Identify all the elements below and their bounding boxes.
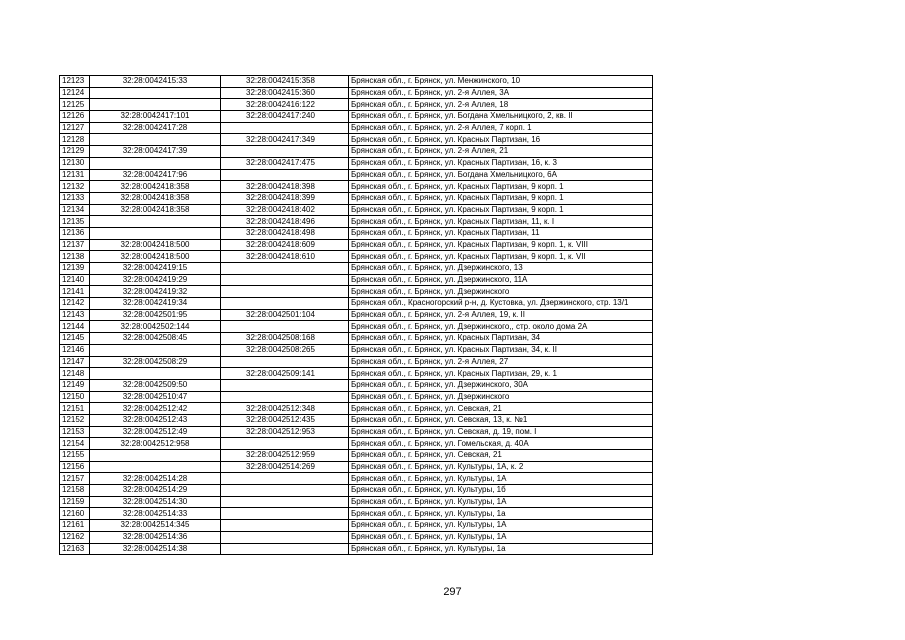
table-row [60,169,653,181]
record-number: 12158 [60,485,90,497]
record-number: 12162 [60,531,90,543]
table-row [60,76,653,88]
table-row [60,321,653,333]
cadastral-number-parcel: 32:28:0042419:29 [90,274,221,286]
record-number: 12132 [60,181,90,193]
address: Брянская обл., Красногорский р-н, д. Кустовка, ул. Дзержинского, стр. 13/1 [349,298,653,310]
record-number: 12139 [60,263,90,275]
cadastral-number-parcel: 32:28:0042419:15 [90,263,221,275]
table-row [60,485,653,497]
record-number: 12149 [60,379,90,391]
record-number: 12127 [60,122,90,134]
address: Брянская обл., г. Брянск, ул. 2-я Аллея, 7 корп. 1 [349,122,653,134]
address: Брянская обл., г. Брянск, ул. Красных Партизан, 9 корп. 1, к. VII [349,251,653,263]
address: Брянская обл., г. Брянск, ул. Красных Партизан, 9 корп. 1 [349,204,653,216]
table-row [60,263,653,275]
table-row [60,379,653,391]
record-number: 12140 [60,274,90,286]
cadastral-number-object: 32:28:0042418:498 [221,227,349,239]
table-row [60,414,653,426]
cadastral-number-object: 32:28:0042508:168 [221,333,349,345]
record-number: 12136 [60,227,90,239]
cadastral-number-parcel: 32:28:0042418:358 [90,204,221,216]
address: Брянская обл., г. Брянск, ул. Красных Партизан, 34 [349,333,653,345]
table-row [60,239,653,251]
table-row [60,520,653,532]
table-row [60,274,653,286]
record-number: 12159 [60,496,90,508]
cadastral-number-object: 32:28:0042415:358 [221,76,349,88]
record-number: 12146 [60,344,90,356]
cadastral-number-parcel: 32:28:0042510:47 [90,391,221,403]
table-row [60,157,653,169]
table-row [60,508,653,520]
table-row [60,298,653,310]
cadastral-number-parcel [90,87,221,99]
address: Брянская обл., г. Брянск, ул. Красных Партизан, 11, к. I [349,216,653,228]
record-number: 12131 [60,169,90,181]
record-number: 12142 [60,298,90,310]
cadastral-number-object: 32:28:0042416:122 [221,99,349,111]
address: Брянская обл., г. Брянск, ул. Красных Партизан, 34, к. II [349,344,653,356]
record-number: 12125 [60,99,90,111]
cadastral-number-parcel: 32:28:0042502:144 [90,321,221,333]
cadastral-number-object [221,379,349,391]
cadastral-number-object [221,438,349,450]
cadastral-number-parcel: 32:28:0042508:29 [90,356,221,368]
record-number: 12153 [60,426,90,438]
cadastral-number-object [221,508,349,520]
table-row [60,216,653,228]
record-number: 12126 [60,111,90,123]
cadastral-number-parcel [90,461,221,473]
cadastral-number-parcel [90,157,221,169]
record-number: 12155 [60,450,90,462]
cadastral-number-parcel: 32:28:0042419:34 [90,298,221,310]
record-number: 12148 [60,368,90,380]
record-number: 12135 [60,216,90,228]
cadastral-number-parcel: 32:28:0042418:358 [90,181,221,193]
cadastral-number-parcel: 32:28:0042514:36 [90,531,221,543]
cadastral-number-parcel: 32:28:0042512:958 [90,438,221,450]
cadastral-number-object: 32:28:0042418:398 [221,181,349,193]
cadastral-number-parcel: 32:28:0042417:39 [90,146,221,158]
cadastral-number-parcel: 32:28:0042512:49 [90,426,221,438]
address: Брянская обл., г. Брянск, ул. 2-я Аллея, 19, к. II [349,309,653,321]
address: Брянская обл., г. Брянск, ул. Дзержинского [349,391,653,403]
cadastral-number-parcel: 32:28:0042419:32 [90,286,221,298]
address: Брянская обл., г. Брянск, ул. Севская, 13, к. №1 [349,414,653,426]
cadastral-number-object: 32:28:0042512:953 [221,426,349,438]
cadastral-number-parcel [90,134,221,146]
cadastral-number-object: 32:28:0042418:402 [221,204,349,216]
address: Брянская обл., г. Брянск, ул. 2-я Аллея, 27 [349,356,653,368]
cadastral-number-parcel: 32:28:0042514:38 [90,543,221,555]
cadastral-number-object: 32:28:0042509:141 [221,368,349,380]
table-row [60,368,653,380]
cadastral-number-object [221,391,349,403]
cadastral-number-object [221,485,349,497]
record-number: 12147 [60,356,90,368]
cadastral-number-object [221,122,349,134]
cadastral-number-object: 32:28:0042418:399 [221,192,349,204]
cadastral-number-object [221,274,349,286]
cadastral-number-parcel: 32:28:0042514:28 [90,473,221,485]
cadastral-number-object: 32:28:0042418:610 [221,251,349,263]
table-row [60,333,653,345]
cadastral-number-object [221,496,349,508]
record-number: 12161 [60,520,90,532]
address: Брянская обл., г. Брянск, ул. Культуры, 1А [349,531,653,543]
table-row [60,309,653,321]
table-row [60,403,653,415]
record-number: 12144 [60,321,90,333]
cadastral-number-object [221,146,349,158]
record-number: 12152 [60,414,90,426]
page-number: 297 [443,586,462,598]
cadastral-number-parcel [90,227,221,239]
table-row [60,391,653,403]
address: Брянская обл., г. Брянск, ул. Менжинского, 10 [349,76,653,88]
record-number: 12133 [60,192,90,204]
table-row [60,344,653,356]
record-number: 12128 [60,134,90,146]
cadastral-number-object [221,286,349,298]
address: Брянская обл., г. Брянск, ул. Культуры, 1б [349,485,653,497]
record-number: 12150 [60,391,90,403]
address: Брянская обл., г. Брянск, ул. Гомельская, д. 40А [349,438,653,450]
address: Брянская обл., г. Брянск, ул. Дзержинского, 13 [349,263,653,275]
table-row [60,531,653,543]
cadastral-number-parcel: 32:28:0042417:96 [90,169,221,181]
record-number: 12134 [60,204,90,216]
address: Брянская обл., г. Брянск, ул. Культуры, 1А [349,473,653,485]
address: Брянская обл., г. Брянск, ул. Культуры, 1а [349,508,653,520]
cadastral-number-parcel: 32:28:0042501:95 [90,309,221,321]
record-number: 12130 [60,157,90,169]
cadastral-number-parcel: 32:28:0042514:33 [90,508,221,520]
record-number: 12154 [60,438,90,450]
cadastral-number-object [221,263,349,275]
address: Брянская обл., г. Брянск, ул. 2-я Аллея, 3А [349,87,653,99]
address: Брянская обл., г. Брянск, ул. Красных Партизан, 9 корп. 1 [349,181,653,193]
address: Брянская обл., г. Брянск, ул. Дзержинского, 11А [349,274,653,286]
cadastral-number-parcel [90,450,221,462]
cadastral-number-object [221,473,349,485]
address: Брянская обл., г. Брянск, ул. Культуры, 1А [349,496,653,508]
table-row [60,87,653,99]
table-row [60,122,653,134]
table-row [60,450,653,462]
address: Брянская обл., г. Брянск, ул. Дзержинского,, стр. около дома 2А [349,321,653,333]
address: Брянская обл., г. Брянск, ул. Богдана Хмельницкого, 6А [349,169,653,181]
table-row [60,181,653,193]
table-row [60,473,653,485]
cadastral-number-parcel [90,99,221,111]
table-row [60,204,653,216]
table-row [60,438,653,450]
cadastral-number-parcel: 32:28:0042508:45 [90,333,221,345]
address: Брянская обл., г. Брянск, ул. Севская, д. 19, пом. I [349,426,653,438]
record-number: 12123 [60,76,90,88]
table-row [60,356,653,368]
table-row [60,426,653,438]
address: Брянская обл., г. Брянск, ул. Культуры, 1А, к. 2 [349,461,653,473]
cadastral-number-object: 32:28:0042418:496 [221,216,349,228]
table-row [60,111,653,123]
table-row [60,496,653,508]
address: Брянская обл., г. Брянск, ул. Богдана Хмельницкого, 2, кв. II [349,111,653,123]
cadastral-number-object: 32:28:0042514:269 [221,461,349,473]
cadastral-number-object: 32:28:0042508:265 [221,344,349,356]
address: Брянская обл., г. Брянск, ул. Севская, 21 [349,450,653,462]
cadastral-number-parcel: 32:28:0042512:42 [90,403,221,415]
address: Брянская обл., г. Брянск, ул. Красных Партизан, 11 [349,227,653,239]
table-row [60,192,653,204]
cadastral-number-parcel: 32:28:0042417:101 [90,111,221,123]
cadastral-number-object: 32:28:0042417:240 [221,111,349,123]
address: Брянская обл., г. Брянск, ул. Красных Партизан, 9 корп. 1 [349,192,653,204]
address: Брянская обл., г. Брянск, ул. Дзержинского [349,286,653,298]
address: Брянская обл., г. Брянск, ул. Культуры, 1А [349,520,653,532]
cadastral-number-parcel: 32:28:0042417:28 [90,122,221,134]
cadastral-number-object: 32:28:0042501:104 [221,309,349,321]
cadastral-number-object [221,543,349,555]
table-row [60,146,653,158]
registry-table [59,75,653,555]
address: Брянская обл., г. Брянск, ул. Дзержинского, 30А [349,379,653,391]
cadastral-number-parcel: 32:28:0042418:500 [90,251,221,263]
record-number: 12124 [60,87,90,99]
table-row [60,227,653,239]
table-row [60,543,653,555]
address: Брянская обл., г. Брянск, ул. Красных Партизан, 9 корп. 1, к. VIII [349,239,653,251]
table-row [60,99,653,111]
cadastral-number-parcel: 32:28:0042514:30 [90,496,221,508]
address: Брянская обл., г. Брянск, ул. Красных Партизан, 29, к. 1 [349,368,653,380]
cadastral-number-parcel: 32:28:0042512:43 [90,414,221,426]
cadastral-number-object [221,298,349,310]
cadastral-number-object: 32:28:0042512:435 [221,414,349,426]
cadastral-number-object [221,356,349,368]
cadastral-number-parcel: 32:28:0042418:358 [90,192,221,204]
cadastral-number-parcel: 32:28:0042415:33 [90,76,221,88]
cadastral-number-object: 32:28:0042512:959 [221,450,349,462]
cadastral-number-object: 32:28:0042415:360 [221,87,349,99]
address: Брянская обл., г. Брянск, ул. Красных Партизан, 16, к. 3 [349,157,653,169]
record-number: 12160 [60,508,90,520]
table-row [60,286,653,298]
record-number: 12156 [60,461,90,473]
cadastral-number-parcel [90,368,221,380]
cadastral-number-object: 32:28:0042417:475 [221,157,349,169]
cadastral-number-parcel: 32:28:0042509:50 [90,379,221,391]
cadastral-number-parcel [90,344,221,356]
record-number: 12137 [60,239,90,251]
record-number: 12145 [60,333,90,345]
cadastral-number-parcel: 32:28:0042514:345 [90,520,221,532]
table-row [60,461,653,473]
address: Брянская обл., г. Брянск, ул. 2-я Аллея, 21 [349,146,653,158]
cadastral-number-object [221,321,349,333]
address: Брянская обл., г. Брянск, ул. 2-я Аллея, 18 [349,99,653,111]
record-number: 12141 [60,286,90,298]
record-number: 12151 [60,403,90,415]
cadastral-number-parcel: 32:28:0042514:29 [90,485,221,497]
cadastral-number-object: 32:28:0042417:349 [221,134,349,146]
cadastral-number-object [221,531,349,543]
table-row [60,134,653,146]
record-number: 12163 [60,543,90,555]
address: Брянская обл., г. Брянск, ул. Севская, 21 [349,403,653,415]
address: Брянская обл., г. Брянск, ул. Культуры, 1а [349,543,653,555]
record-number: 12129 [60,146,90,158]
record-number: 12157 [60,473,90,485]
record-number: 12138 [60,251,90,263]
record-number: 12143 [60,309,90,321]
registry-body [60,76,653,555]
cadastral-number-object [221,520,349,532]
cadastral-number-object [221,169,349,181]
cadastral-number-parcel [90,216,221,228]
address: Брянская обл., г. Брянск, ул. Красных Партизан, 16 [349,134,653,146]
cadastral-number-object: 32:28:0042418:609 [221,239,349,251]
cadastral-number-parcel: 32:28:0042418:500 [90,239,221,251]
table-row [60,251,653,263]
cadastral-number-object: 32:28:0042512:348 [221,403,349,415]
